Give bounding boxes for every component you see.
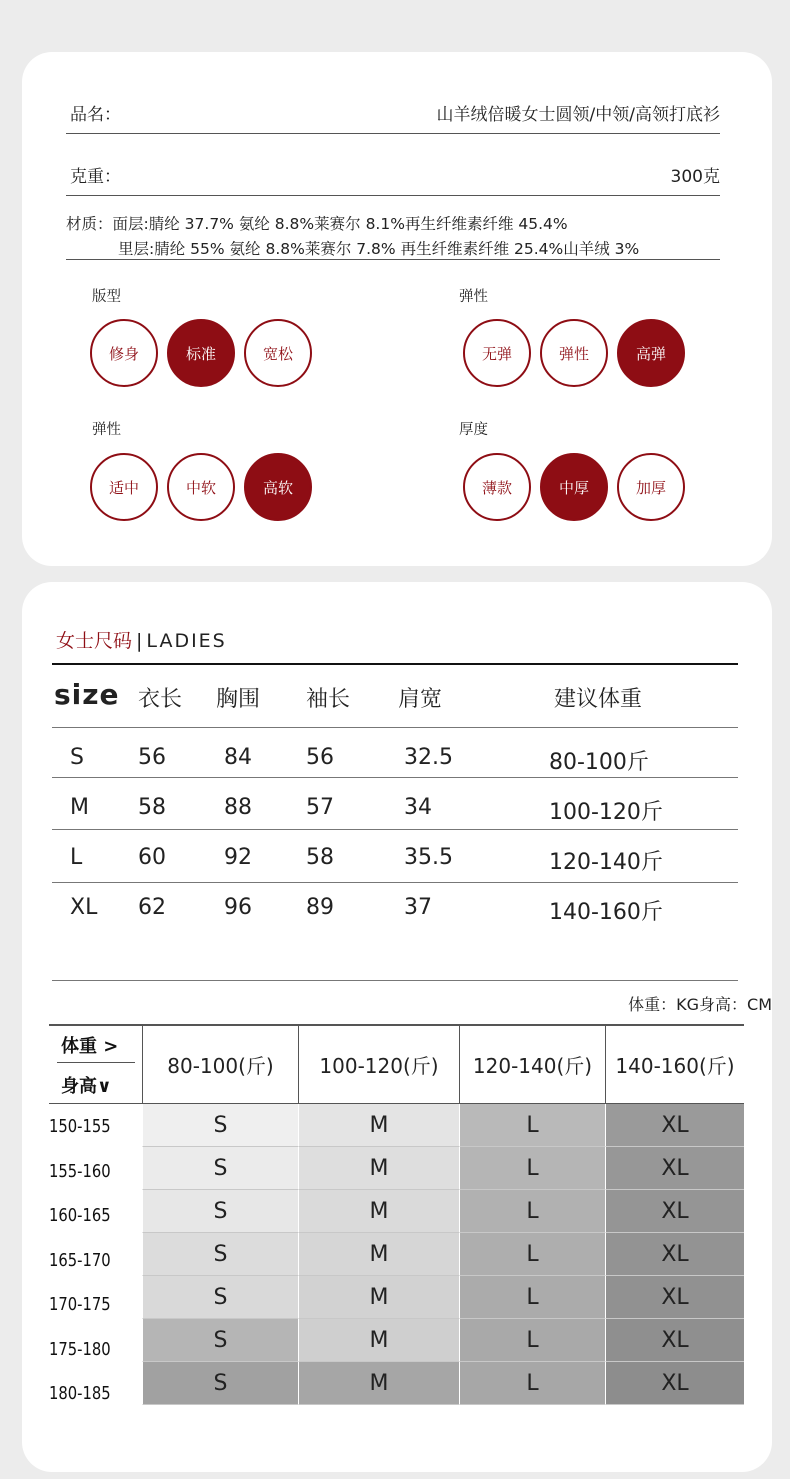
size-table-cell: 92 [224,845,252,870]
weight-column-header: 80-100(斤) [142,1024,298,1104]
height-row-label: 165-170 [49,1249,111,1271]
material-inner: 里层:腈纶 55% 氨纶 8.8%莱赛尔 7.8% 再生纤维素纤维 25.4%山羊绒 3% [118,240,640,258]
height-row-label: 175-180 [49,1338,111,1360]
weight-column-header: 140-160(斤) [605,1024,744,1104]
size-table-cell: 58 [306,845,334,870]
divider [52,663,738,665]
recommended-size-cell: XL [605,1190,744,1233]
size-table-cell: 80-100斤 [549,750,649,775]
header-sleeve: 袖长 [306,687,351,712]
recommended-size-cell: L [459,1362,605,1405]
recommended-size-cell: L [459,1233,605,1276]
size-table-cell: S [70,745,84,770]
attr-title-softness: 弹性 [92,422,121,438]
size-table-cell: 58 [138,795,166,820]
elasticity-option: 高弹 [617,319,685,387]
divider [66,195,720,196]
recommended-size-cell: XL [605,1319,744,1362]
header-size: size [54,678,120,711]
size-table-cell: 120-140斤 [549,850,663,875]
attr-title-elasticity: 弹性 [459,289,488,305]
weight-axis-label: 体重 > [61,1036,119,1057]
thickness-option: 薄款 [463,453,531,521]
recommended-size-cell: L [459,1276,605,1319]
weight-label: 克重： [70,167,121,187]
recommended-size-cell: M [298,1147,459,1190]
size-table-cell: 37 [404,895,432,920]
height-row-label: 160-165 [49,1205,111,1226]
weight-column-header: 120-140(斤) [459,1024,605,1104]
size-table-cell: 32.5 [404,745,453,770]
recommended-size-cell: L [459,1104,605,1147]
recommended-size-cell: M [298,1190,459,1233]
product-name-value: 山羊绒倍暖女士圆领/中领/高领打底衫 [436,105,720,125]
divider [57,1062,135,1063]
recommended-size-cell: M [298,1319,459,1362]
product-info-card [22,52,772,566]
recommended-size-cell: XL [605,1104,744,1147]
recommended-size-cell: S [142,1276,298,1319]
size-table-cell: 34 [404,795,432,820]
unit-note: 体重：KG身高：CM [628,995,772,1014]
recommended-size-cell: XL [605,1362,744,1405]
recommended-size-cell: S [142,1190,298,1233]
size-table-cell: 56 [138,745,166,770]
height-row-label: 155-160 [49,1160,111,1182]
elasticity-option: 弹性 [540,319,608,387]
recommended-size-cell: XL [605,1233,744,1276]
recommended-size-cell: M [298,1276,459,1319]
size-table-cell: 56 [306,745,334,770]
divider [52,777,738,778]
header-shoulder: 肩宽 [398,687,443,712]
size-table-cell: 100-120斤 [549,800,663,825]
recommended-size-cell: L [459,1147,605,1190]
size-table-cell: 35.5 [404,845,453,870]
recommended-size-cell: XL [605,1147,744,1190]
height-axis-label: 身高∨ [61,1076,112,1097]
recommended-size-cell: S [142,1362,298,1405]
size-recommendation-grid [49,1024,744,1409]
divider [66,259,720,260]
recommended-size-cell: L [459,1190,605,1233]
size-table-cell: 140-160斤 [549,900,663,925]
fit-option: 宽松 [244,319,312,387]
recommended-size-cell: M [298,1233,459,1276]
size-table-cell: 57 [306,795,334,820]
material-label: 材质： [66,215,113,233]
size-table-cell: XL [70,895,98,920]
size-table-cell: 89 [306,895,334,920]
divider [52,727,738,728]
size-table-cell: 60 [138,845,166,870]
recommended-size-cell: M [298,1104,459,1147]
recommended-size-cell: S [142,1147,298,1190]
thickness-option: 加厚 [617,453,685,521]
product-name-label: 品名： [70,105,121,125]
section-title: 女士尺码 | LADIES [56,630,227,652]
fit-option: 修身 [90,319,158,387]
attr-title-thickness: 厚度 [459,422,488,438]
size-table-cell: 88 [224,795,252,820]
recommended-size-cell: S [142,1104,298,1147]
elasticity-option: 无弹 [463,319,531,387]
recommended-size-cell: S [142,1319,298,1362]
fit-option: 标准 [167,319,235,387]
header-length: 衣长 [138,687,183,712]
height-row-label: 180-185 [49,1383,111,1404]
recommended-size-cell: S [142,1233,298,1276]
divider [52,882,738,883]
recommended-size-cell: XL [605,1276,744,1319]
height-row-label: 170-175 [49,1294,111,1315]
height-row-label: 150-155 [49,1116,111,1137]
recommended-size-cell: L [459,1319,605,1362]
header-chest: 胸围 [216,687,261,712]
size-table-cell: M [70,795,89,820]
size-table-cell: L [70,845,83,870]
divider [66,133,720,134]
softness-option: 适中 [90,453,158,521]
material-outer: 材质：面层:腈纶 37.7% 氨纶 8.8%莱赛尔 8.1%再生纤维素纤维 45.4% [66,215,568,233]
weight-column-header: 100-120(斤) [298,1024,459,1104]
recommended-size-cell: M [298,1362,459,1405]
size-table-cell: 84 [224,745,252,770]
divider [52,829,738,830]
attr-title-fit: 版型 [92,289,121,305]
softness-option: 中软 [167,453,235,521]
size-table-cell: 96 [224,895,252,920]
weight-value: 300克 [670,167,720,187]
header-weight: 建议体重 [554,687,643,712]
size-chart-card [22,582,772,1472]
size-table-cell: 62 [138,895,166,920]
thickness-option: 中厚 [540,453,608,521]
softness-option: 高软 [244,453,312,521]
divider [52,980,738,981]
